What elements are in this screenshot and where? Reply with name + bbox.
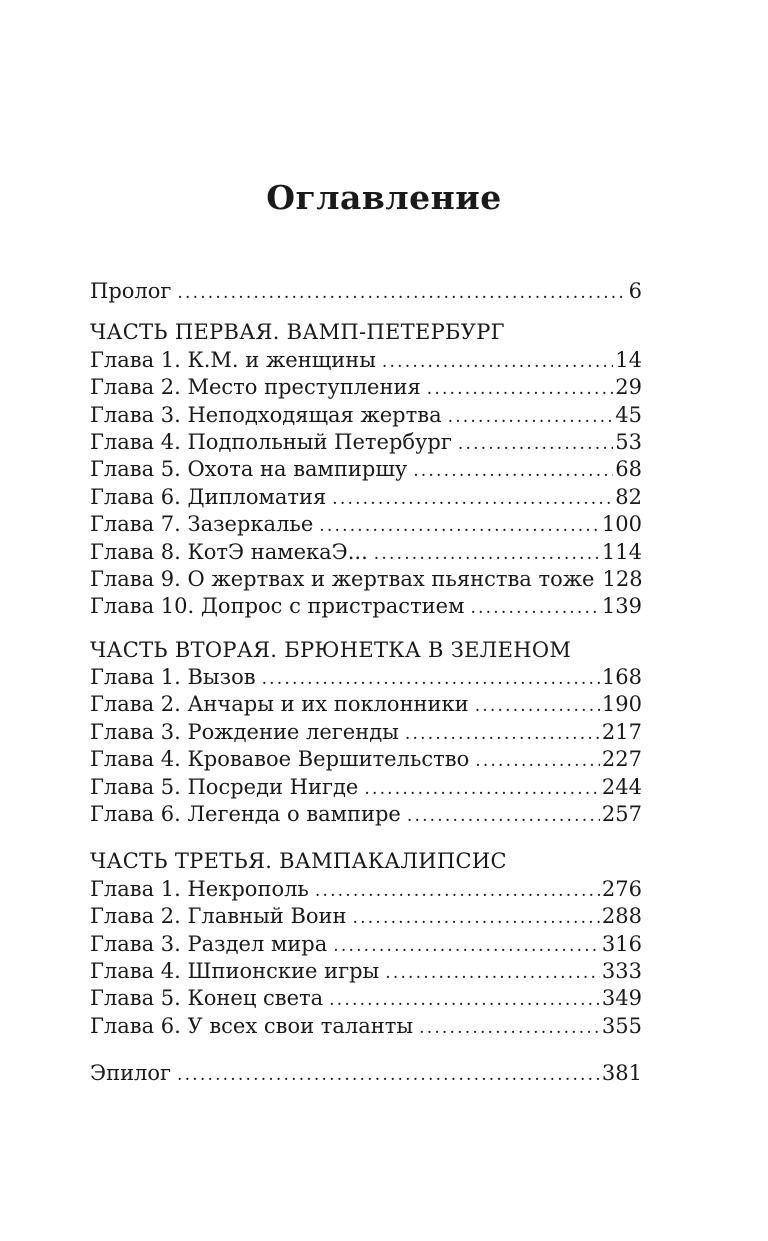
- entry-label: Глава 3. Раздел мира: [90, 931, 328, 956]
- entry-label: Глава 7. Зазеркалье: [90, 512, 314, 537]
- dot-leader: [475, 693, 600, 720]
- entry-label: Глава 4. Кровавое Вершительство: [90, 747, 470, 772]
- page-number: 168: [601, 665, 642, 690]
- page-number: 128: [602, 566, 643, 591]
- entry-label: Глава 4. Подпольный Петербург: [90, 429, 452, 454]
- page-number: 139: [601, 594, 642, 619]
- page-title: Оглавление: [266, 178, 502, 217]
- toc-entry-epilogue[interactable]: [90, 1060, 642, 1087]
- toc-entry[interactable]: [90, 484, 642, 511]
- page-number: 244: [601, 774, 642, 799]
- toc-entry[interactable]: [90, 876, 642, 903]
- entry-label: Пролог: [90, 279, 172, 303]
- page-number: 100: [601, 512, 642, 537]
- dot-leader: [319, 513, 600, 540]
- entry-label: Глава 6. Легенда о вампире: [90, 802, 401, 827]
- page-number: 82: [615, 484, 642, 509]
- dot-leader: [470, 595, 599, 622]
- dot-leader: [419, 1015, 600, 1042]
- page-number: 45: [615, 402, 642, 427]
- entry-label: Глава 3. Неподходящая жертва: [90, 402, 442, 427]
- entry-label: Глава 8. КотЭ намекаЭ...: [90, 539, 368, 564]
- toc-entry[interactable]: [90, 374, 642, 401]
- toc-entry-prologue[interactable]: [90, 278, 642, 305]
- dot-leader: [177, 280, 626, 307]
- dot-leader: [382, 349, 613, 376]
- dot-leader: [262, 666, 600, 693]
- dot-leader: [374, 541, 600, 568]
- dot-leader: [329, 987, 600, 1014]
- dot-leader: [353, 905, 600, 932]
- page-number: 217: [601, 719, 642, 744]
- dot-leader: [405, 721, 600, 748]
- entry-label: Глава 5. Конец света: [90, 986, 324, 1011]
- page-number: 288: [601, 904, 642, 929]
- dot-leader: [177, 1062, 600, 1089]
- toc-entry[interactable]: [90, 593, 642, 620]
- dot-leader: [333, 933, 600, 960]
- page-number: 14: [615, 347, 642, 372]
- dot-leader: [407, 803, 600, 830]
- toc-entry[interactable]: [90, 511, 642, 538]
- dot-leader: [315, 878, 600, 905]
- page-number: 381: [601, 1061, 642, 1086]
- entry-label: Глава 5. Охота на вампиршу: [90, 457, 408, 482]
- page-number: 355: [601, 1013, 642, 1038]
- toc-entry[interactable]: [90, 746, 642, 773]
- page-number: 276: [601, 876, 642, 901]
- toc-entry[interactable]: [90, 801, 642, 828]
- toc-entry[interactable]: [90, 719, 642, 746]
- toc-entry[interactable]: [90, 958, 642, 985]
- dot-leader: [332, 486, 613, 513]
- page-number: 257: [601, 802, 642, 827]
- entry-label: Глава 6. У всех свои таланты: [90, 1013, 414, 1038]
- entry-label: Глава 1. Некрополь: [90, 876, 309, 901]
- dot-leader: [448, 404, 614, 431]
- toc-entry[interactable]: [90, 402, 642, 429]
- toc-entry[interactable]: [90, 774, 642, 801]
- toc-entry[interactable]: [90, 985, 642, 1012]
- entry-label: Глава 2. Анчары и их поклонники: [90, 692, 469, 717]
- table-of-contents: [90, 278, 642, 1088]
- toc-entry[interactable]: [90, 539, 642, 566]
- dot-leader: [427, 376, 614, 403]
- entry-label: Глава 2. Место преступления: [90, 375, 421, 400]
- toc-entry[interactable]: [90, 429, 642, 456]
- entry-label: Глава 6. Дипломатия: [90, 484, 327, 509]
- toc-entry[interactable]: [90, 566, 642, 593]
- page-number: 6: [628, 279, 642, 303]
- page-number: 114: [601, 539, 642, 564]
- dot-leader: [475, 748, 600, 775]
- toc-entry[interactable]: [90, 456, 642, 483]
- entry-label: Глава 9. О жертвах и жертвах пьянства тоже: [90, 566, 595, 591]
- toc-entry[interactable]: [90, 347, 642, 374]
- page-number: 227: [601, 747, 642, 772]
- toc-entry[interactable]: [90, 903, 642, 930]
- entry-label: Глава 5. Посреди Нигде: [90, 774, 359, 799]
- page-number: 190: [601, 692, 642, 717]
- page-number: 53: [615, 429, 642, 454]
- entry-label: Глава 10. Допрос с пристрастием: [90, 594, 465, 619]
- page-number: 29: [615, 375, 642, 400]
- part-heading: ЧАСТЬ ТРЕТЬЯ. ВАМПАКАЛИПСИС: [90, 849, 507, 874]
- entry-label: Эпилог: [90, 1061, 172, 1086]
- toc-entry[interactable]: [90, 931, 642, 958]
- part-heading: ЧАСТЬ ВТОРАЯ. БРЮНЕТКА В ЗЕЛЕНОМ: [90, 637, 572, 662]
- part-heading: ЧАСТЬ ПЕРВАЯ. ВАМП-ПЕТЕРБУРГ: [90, 320, 505, 345]
- page-number: 316: [601, 931, 642, 956]
- entry-label: Глава 2. Главный Воин: [90, 904, 347, 929]
- dot-leader: [385, 960, 600, 987]
- toc-entry[interactable]: [90, 664, 642, 691]
- entry-label: Глава 3. Рождение легенды: [90, 719, 399, 744]
- toc-entry[interactable]: [90, 691, 642, 718]
- entry-label: Глава 4. Шпионские игры: [90, 958, 380, 983]
- page-number: 349: [601, 986, 642, 1011]
- dot-leader: [364, 776, 600, 803]
- toc-entry[interactable]: [90, 1013, 642, 1040]
- page-number: 68: [615, 457, 642, 482]
- entry-label: Глава 1. Вызов: [90, 665, 256, 690]
- page-number: 333: [601, 958, 642, 983]
- dot-leader: [458, 431, 613, 458]
- dot-leader: [413, 458, 613, 485]
- entry-label: Глава 1. К.М. и женщины: [90, 347, 376, 372]
